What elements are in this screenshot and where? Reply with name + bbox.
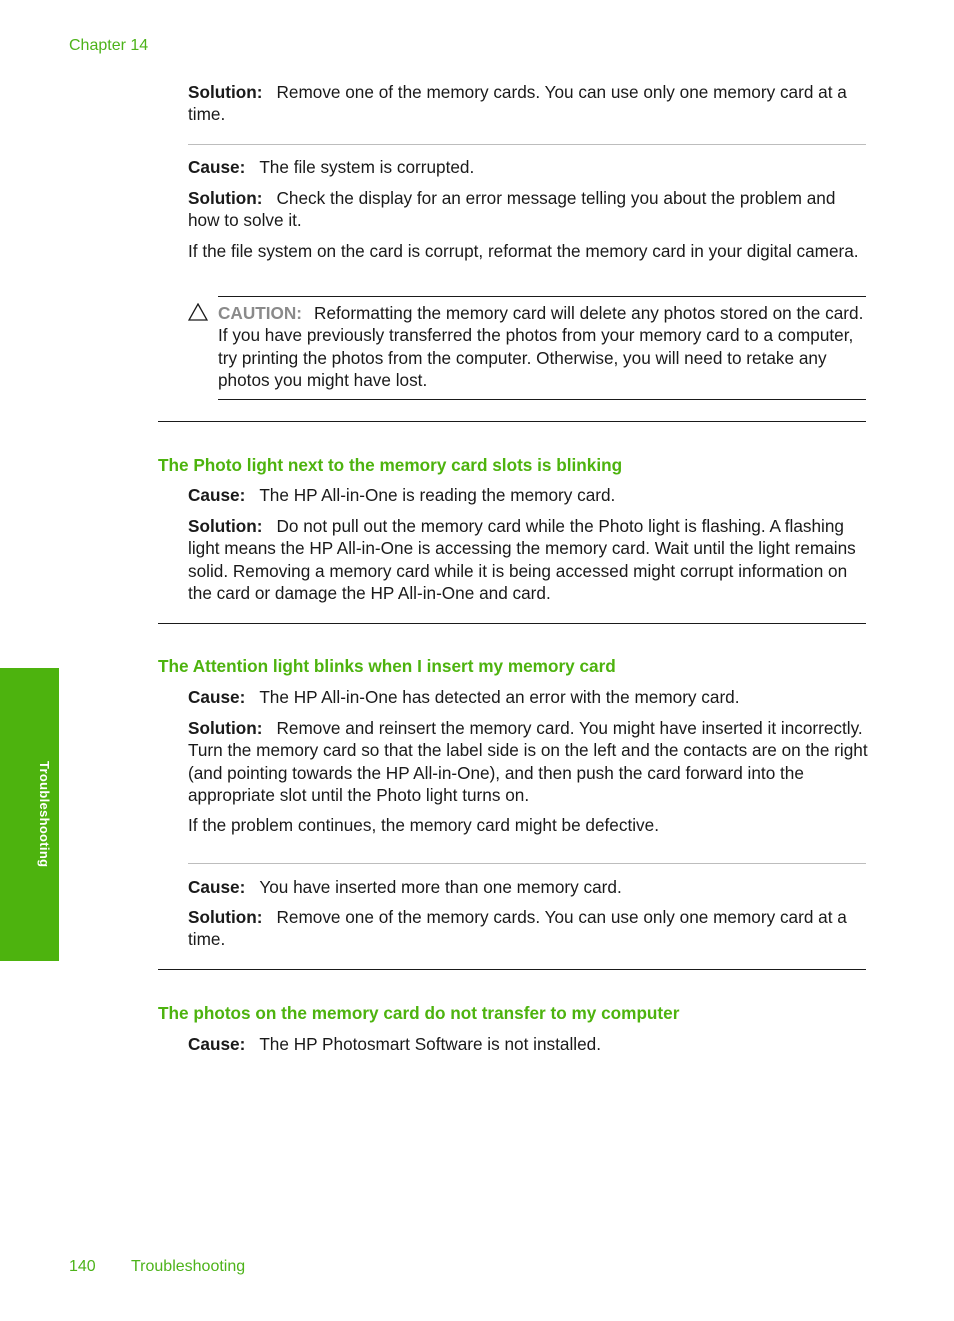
cause-text: You have inserted more than one memory card.: [259, 877, 622, 897]
side-tab-label-wrap: [30, 668, 59, 961]
cause-text: The file system is corrupted.: [259, 157, 475, 177]
body-paragraph: If the problem continues, the memory card might be defective.: [188, 815, 659, 835]
cause-label: Cause:: [188, 1034, 246, 1054]
section-heading: The Photo light next to the memory card slots is blinking: [158, 455, 623, 475]
page-number: 140: [69, 1258, 96, 1275]
divider: [188, 863, 866, 864]
section-divider: [158, 421, 866, 422]
section-heading: The photos on the memory card do not transfer to my computer: [158, 1003, 680, 1023]
caution-bottom-rule: [218, 399, 866, 400]
caution-top-rule: [218, 296, 866, 297]
cause-paragraph: [188, 876, 868, 898]
cause-label: Cause:: [188, 877, 246, 897]
cause-text: The HP All-in-One is reading the memory card.: [259, 485, 616, 505]
solution-label: Solution:: [188, 516, 263, 536]
solution-text: Remove one of the memory cards. You can use only one memory card at a time.: [188, 82, 847, 125]
caution-note: [218, 302, 868, 392]
section-heading: The Attention light blinks when I insert my memory card: [158, 656, 616, 676]
chapter-label: Chapter 14: [69, 37, 149, 54]
solution-text: Remove and reinsert the memory card. You might have inserted it incorrectly. Turn the memory card so that the label side is on the left and the contacts are on the right (and pointing towards the HP All-in-One), and then push the card forward into the appropriate slot until the Photo light turns on.: [188, 718, 868, 806]
side-tab-label: Troubleshooting: [37, 761, 52, 868]
cause-label: Cause:: [188, 687, 246, 707]
solution-label: Solution:: [188, 718, 263, 738]
section-divider: [158, 623, 866, 624]
body-paragraph: If the file system on the card is corrupt, reformat the memory card in your digital camera.: [188, 241, 859, 261]
solution-label: Solution:: [188, 188, 263, 208]
solution-label: Solution:: [188, 907, 263, 927]
solution-paragraph: [188, 906, 868, 951]
solution-paragraph: [188, 515, 868, 605]
solution-text: Check the display for an error message telling you about the problem and how to solve it.: [188, 188, 836, 231]
caution-text: Reformatting the memory card will delete any photos stored on the card. If you have previously transferred the photos from your memory card to a computer, try printing the photos from the computer. Otherwise, you will need to retake any photos you might have lost.: [218, 303, 864, 391]
solution-paragraph: [188, 81, 868, 126]
cause-text: The HP All-in-One has detected an error with the memory card.: [259, 687, 740, 707]
divider: [188, 144, 866, 145]
cause-paragraph: [188, 156, 868, 178]
caution-triangle-icon: [188, 303, 208, 321]
cause-text: The HP Photosmart Software is not installed.: [259, 1034, 601, 1054]
solution-paragraph: [188, 187, 868, 232]
footer-section: Troubleshooting: [131, 1258, 246, 1275]
cause-label: Cause:: [188, 485, 246, 505]
cause-paragraph: [188, 484, 868, 506]
solution-text: Remove one of the memory cards. You can use only one memory card at a time.: [188, 907, 847, 950]
section-divider: [158, 969, 866, 970]
solution-paragraph: [188, 717, 868, 807]
cause-paragraph: [188, 1033, 868, 1055]
cause-label: Cause:: [188, 157, 246, 177]
caution-label: CAUTION:: [218, 303, 303, 323]
solution-label: Solution:: [188, 82, 263, 102]
cause-paragraph: [188, 686, 868, 708]
solution-text: Do not pull out the memory card while the Photo light is flashing. A flashing light means the HP All-in-One is accessing the memory card. Wait until the light remains solid. Removing a memory card while it is being accessed might corrupt information on the card or damage the HP All-in-One and card.: [188, 516, 856, 604]
